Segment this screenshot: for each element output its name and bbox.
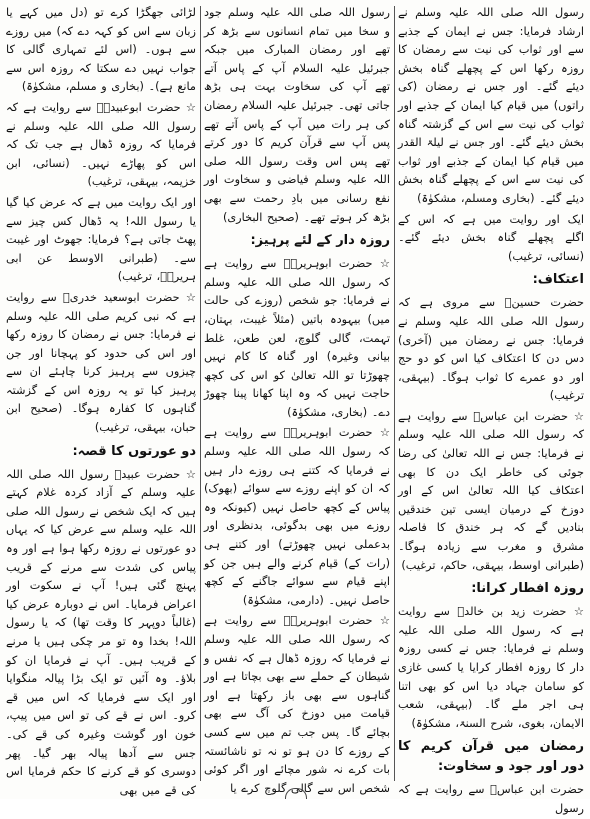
paragraph: ☆ حضرت ابوہریرہؓ سے روایت ہے کہ رسول اللہ صلی اللہ علیہ وسلم نے فرمایا کہ کتنے ہی روزے دار ہیں کہ ان کو اپنے روزے سے سوائے (بھوک) پیاس کے کچھ حاصل نہیں (کیونکہ وہ روزے میں بھی بدگوئی، بدنظری اور بدعملی نہیں چھوڑتے) اور کتنے ہی (رات کے) قیام کرنے والے ہیں جن کو اپنے قیام سے سوائے جاگنے کے کچھ حاصل نہیں۔ (دارمی، مشکوٰۃ) bbox=[204, 426, 390, 607]
paragraph: ☆ حضرت ابوعبیدہؓ سے روایت ہے کہ رسول اللہ صلی اللہ علیہ وسلم نے فرمایا کہ روزہ ڈھال ہے جب تک کہ اس کو پھاڑے نہیں۔ (نسائی، ابن خزیمہ، بیہقی، ترغیب) bbox=[6, 100, 196, 189]
section-heading: اعتکاف: bbox=[532, 272, 584, 288]
paragraph: رسول اللہ صلی اللہ علیہ وسلم نے ارشاد فرمایا: جس نے ایمان کے جذبے سے اور ثواب کی نیت سے رمضان کا روزہ رکھا اس کے پچھلے گناہ بخش دیئے گئے۔ اور جس نے رمضان (کی راتوں) میں قیام کیا ایمان کے جذبے اور ثواب کی نیت سے اس کے گزشتہ گناہ بخش دیئے گئے۔ اور جس نے لیلۃ القدر میں قیام کیا ایمان کے جذبے اور ثواب کی نیت سے اس کے پچھلے گناہ بخش دیئے گئے۔ (بخاری ومسلم، مشکوٰۃ) bbox=[398, 6, 584, 205]
paragraph: ایک اور روایت میں ہے کہ اس کے اگلے پچھلے گناہ بخش دیئے گئے۔ (نسائی، ترغیب) bbox=[398, 212, 584, 263]
section-heading: روزہ دار کے لئے پرہیز: bbox=[250, 233, 390, 249]
column-divider bbox=[394, 6, 395, 781]
column-right bbox=[398, 4, 584, 815]
paragraph: حضرت حسینؓ سے مروی ہے کہ رسول اللہ صلی اللہ علیہ وسلم نے فرمایا: جس نے رمضان میں (آخری) دس دن کا اعتکاف کیا اس کو دو حج اور دو عمرے کا ثواب ہوگا۔ (بیہقی، ترغیب) bbox=[398, 296, 584, 403]
page-number-badge bbox=[285, 788, 307, 799]
paragraph: ☆ حضرت ابن عباسؓ سے روایت ہے کہ رسول اللہ صلی اللہ علیہ وسلم نے فرمایا: جس نے اللہ تعالیٰ کی رضا جوئی کی خاطر ایک دن کا بھی اعتکاف کیا اللہ تعالیٰ اس کے اور دوزخ کے درمیان ایسی تین خندقیں بنادیں گے کہ ہر خندق کا فاصلہ مشرق و مغرب سے زیادہ ہوگا۔ (طبرانی اوسط، بیہقی، حاکم، ترغیب) bbox=[398, 409, 584, 572]
section-heading: رمضان میں قرآن کریم کا دور اور جود و سخاوت: bbox=[398, 739, 584, 775]
section-heading: روزہ افطار کرانا: bbox=[471, 581, 584, 597]
section-heading: دو عورتوں کا قصہ: bbox=[72, 443, 196, 459]
paragraph: ☆ حضرت ابوہریرہؓ سے روایت ہے کہ رسول اللہ صلی اللہ علیہ وسلم نے فرمایا کہ روزہ ڈھال ہے کہ نفس و شیطان کے حملے سے بھی بچاتا ہے اور گناہوں سے بھی باز رکھتا ہے اور قیامت میں دوزخ کی آگ سے بھی بچائے گا۔ پس جب تم میں سے کسی کے روزے کا دن ہو تو نہ تو ناشائستہ بات کرے نہ شور مچائے اور اگر کوئی شخص اس سے گالی گلوچ کرے یا bbox=[204, 614, 390, 795]
column-divider bbox=[200, 6, 201, 781]
paragraph: ☆ حضرت عبیدؓ رسول اللہ صلی اللہ علیہ وسلم کے آزاد کردہ غلام کہتے ہیں کہ ایک شخص نے رسول اللہ صلی اللہ علیہ وسلم سے عرض کیا کہ یہاں دو عورتوں نے روزہ رکھا ہوا ہے اور وہ پیاس کی شدت سے مرنے کے قریب پہنچ گئی ہیں! آپ نے سکوت اور اعراض فرمایا۔ اس نے دوبارہ عرض کیا (غالباً دوپہر کا وقت تھا) کہ یا رسول اللہ! بخدا وہ تو مر چکی ہیں یا مرنے کے قریب ہیں۔ آپ نے فرمایا ان کو بلاؤ۔ وہ آئیں تو ایک بڑا پیالہ منگوایا اور ایک سے فرمایا کہ اس میں قے کرو۔ اس نے قے کی تو اس میں پیپ، خون اور گوشت وغیرہ کی قے کی۔ جس سے آدھا پیالہ بھر گیا۔ پھر دوسری کو قے کرنے کا حکم فرمایا اس کی قے میں بھی bbox=[6, 467, 196, 797]
paragraph: اور ایک روایت میں ہے کہ عرض کیا گیا یا رسول اللہ! یہ ڈھال کس چیز سے پھٹ جاتی ہے؟ فرمایا: جھوٹ اور غیبت سے۔ (طبرانی الاوسط عن ابی ہریرہؓ، ترغیب) bbox=[6, 195, 196, 284]
paragraph: لڑائی جھگڑا کرے تو (دل میں کہے یا زبان سے اس کو کہہ دے کہ) میں روزے سے ہوں۔ (اس لئے تمہاری گالی کا جواب نہیں دے سکتا کہ روزہ اس سے مانع ہے)۔ (بخاری و مسلم، مشکوٰۃ) bbox=[6, 6, 196, 94]
paragraph: رسول اللہ صلی اللہ علیہ وسلم جود و سخا میں تمام انسانوں سے بڑھ کر تھے اور رمضان المبارک میں جبکہ جبرئیل علیہ السلام آپ کے پاس آتے تھے آپ کی سخاوت بہت ہی بڑھ جاتی تھی۔ جبرئیل علیہ السلام رمضان کی ہر رات میں آپ کے پاس آتے تھے پس آپ سے قرآن کریم کا دور کرتے تھے پس اس وقت رسول اللہ صلی اللہ علیہ وسلم فیاضی و سخاوت اور نفع رسانی میں بادِ رحمت سے بھی بڑھ کر ہوتے تھے۔ (صحیح البخاری) bbox=[203, 6, 390, 224]
paragraph: ☆ حضرت ابوسعید خدریؓ سے روایت ہے کہ نبی کریم صلی اللہ علیہ وسلم نے فرمایا: جس نے رمضان کا روزہ رکھا اور اس کی حدود کو پہچانا اور جن چیزوں سے پرہیز کرنا چاہئے ان سے پرہیز کیا تو یہ روزہ اس کے گزشتہ گناہوں کا کفارہ ہوگا۔ (صحیح ابن حبان، بیہقی، ترغیب) bbox=[6, 290, 196, 435]
column-left bbox=[6, 4, 196, 797]
paragraph: حضرت ابن عباسؓ سے روایت ہے کہ رسول bbox=[398, 783, 584, 815]
column-middle bbox=[203, 4, 390, 795]
paragraph: ☆ حضرت ابوہریرہؓ سے روایت ہے کہ رسول اللہ صلی اللہ علیہ وسلم نے فرمایا: جو شخص (روزے کی حالت میں) بیہودہ باتیں (مثلاً غیبت، بہتان، تہمت، گالی گلوچ، لعن طعن، غلط بیانی وغیرہ) اور گناہ کا کام نہیں چھوڑتا تو اللہ تعالیٰ کو اس کی کچھ حاجت نہیں کہ وہ اپنا کھانا پینا چھوڑ دے۔ (بخاری، مشکوٰۃ) bbox=[204, 257, 390, 419]
paragraph: ☆ حضرت زید بن خالدؓ سے روایت ہے کہ رسول اللہ صلی اللہ علیہ وسلم نے فرمایا: جس نے کسی روزہ دار کا روزہ افطار کرایا یا کسی غازی کو سامان جہاد دیا اس کو بھی اتنا ہی اجر ملے گا۔ (بیہقی، شعب الایمان، بغوی، شرح السنۃ، مشکوٰۃ) bbox=[398, 605, 584, 730]
